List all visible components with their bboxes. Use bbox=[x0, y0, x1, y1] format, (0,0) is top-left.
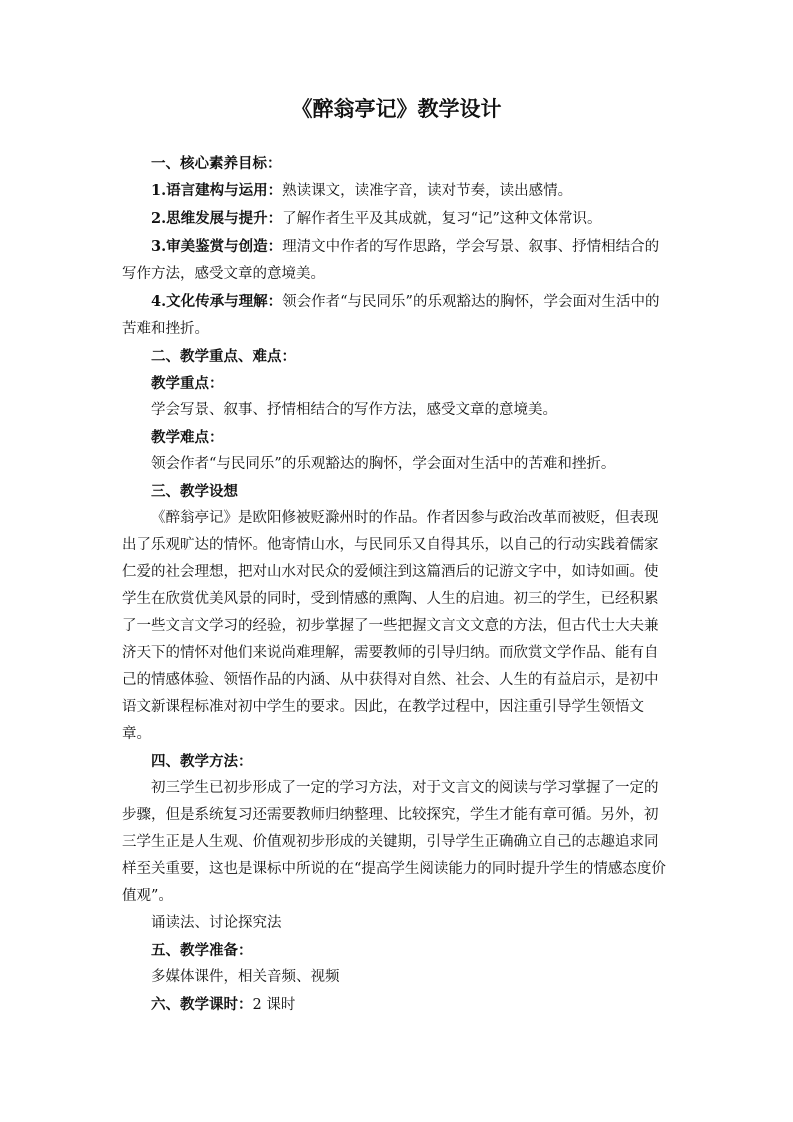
difficult-point-text: 领会作者“与民同乐”的乐观豁达的胸怀，学会面对生活中的苦难和挫折。 bbox=[151, 456, 616, 472]
methods-list: 诵读法、讨论探究法 bbox=[151, 915, 282, 931]
section-heading-preparation: 五、教学准备： bbox=[151, 942, 253, 959]
goal-label: 2.思维发展与提升： bbox=[151, 210, 283, 227]
goal-text: 理清文中作者的写作思路，学会写景、叙事、抒情相结合的写作方法，感受文章的意境美。 bbox=[122, 239, 660, 282]
key-point-label: 教学重点： bbox=[151, 375, 224, 392]
goal-text: 熟读课文，读准字音，读对节奏，读出感情。 bbox=[282, 183, 573, 199]
goal-text: 了解作者生平及其成就，复习“记”这种文体常识。 bbox=[282, 211, 602, 227]
goal-item-1 bbox=[122, 177, 670, 205]
key-point-text: 学会写景、叙事、抒情相结合的写作方法，感受文章的意境美。 bbox=[151, 402, 557, 418]
goal-text: 领会作者“与民同乐”的乐观豁达的胸怀，学会面对生活中的苦难和挫折。 bbox=[122, 294, 660, 337]
goal-item-4 bbox=[122, 288, 670, 343]
section-heading-key-points: 二、教学重点、难点： bbox=[151, 348, 296, 365]
preparation-text: 多媒体课件，相关音频、视频 bbox=[151, 969, 340, 985]
difficult-point-label: 教学难点： bbox=[151, 429, 224, 446]
goal-item-3 bbox=[122, 233, 670, 288]
design-paragraph: 《醉翁亭记》是欧阳修被贬滁州时的作品。作者因参与政治改革而被贬，但表现出了乐观旷达的情怀。他寄情山水，与民同乐又自得其乐，以自己的行动实践着儒家仁爱的社会理想，把对山水对民众的爱倾注到这篇酒后的记游文字中，如诗如画。使学生在欣赏优美风景的同时，受到情感的熏陶、人生的启迪。初三的学生，已经积累了一些文言文学习的经验，初步掌握了一些把握文言文文意的方法，但古代士大夫兼济天下的情怀对他们来说尚难理解，需要教师的引导归纳。而欣赏文学作品、能有自己的情感体验、领悟作品的内涵、从中获得对自然、社会、人生的有益启示，是初中语文新课程标准对初中学生的要求。因此，在教学过程中，因注重引导学生领悟文章。 bbox=[122, 510, 659, 742]
goal-label: 3.审美鉴赏与创造： bbox=[151, 238, 283, 255]
section-heading-class-hours: 六、教学课时： bbox=[151, 996, 253, 1013]
section-heading-goals: 一、核心素养目标： bbox=[151, 155, 282, 172]
goal-label: 1.语言建构与运用： bbox=[151, 182, 283, 199]
document-body bbox=[122, 150, 670, 1019]
section-heading-methods: 四、教学方法： bbox=[151, 753, 253, 770]
section-heading-design: 三、教学设想 bbox=[151, 483, 238, 500]
goal-label: 4.文化传承与理解： bbox=[151, 293, 283, 310]
section-class-hours bbox=[122, 991, 670, 1019]
document-title: 《醉翁亭记》教学设计 bbox=[291, 96, 502, 121]
class-hours-text: 2 课时 bbox=[252, 997, 296, 1013]
goal-item-2 bbox=[122, 205, 670, 233]
methods-paragraph: 初三学生已初步形成了一定的学习方法，对于文言文的阅读与学习掌握了一定的步骤，但是系统复习还需要教师归纳整理、比较探究，学生才能有章可循。另外，初三学生正是人生观、价值观初步形成的关键期，引导学生正确确立自己的志趣追求同样至关重要，这也是课标中所说的在“提高学生阅读能力的同时提升学生的情感态度价值观”。 bbox=[122, 780, 666, 904]
